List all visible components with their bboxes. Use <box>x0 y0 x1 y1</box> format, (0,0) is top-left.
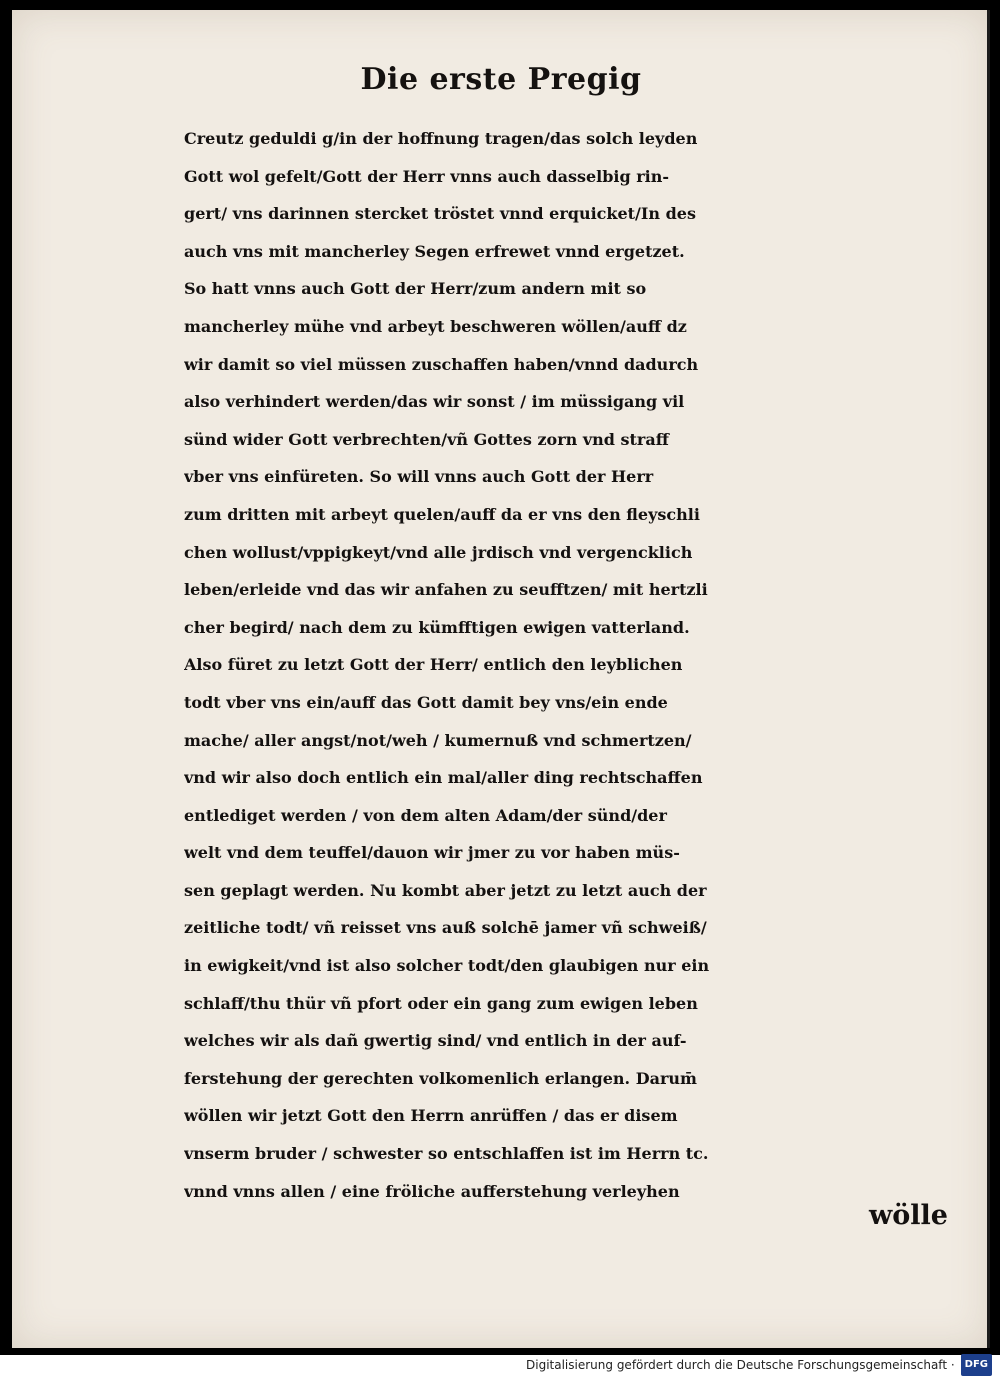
text-line: in ewigkeit/vnd ist also solcher todt/den glaubigen nur ein <box>184 956 710 976</box>
text-line: auch vns mit mancherley Segen erfrewet vnnd ergetzet. <box>184 241 685 261</box>
text-line: todt vber vns ein/auff das Gott damit bey vns/ein ende <box>184 692 668 712</box>
text-line: wir damit so viel müssen zuschaffen haben/vnnd dadurch <box>184 354 699 374</box>
text-line: welt vnd dem teuffel/dauon wir jmer zu vor haben müs- <box>184 843 680 863</box>
text-line: wöllen wir jetzt Gott den Herrn anrüffen / das er disem <box>184 1106 678 1126</box>
text-line: welches wir als dañ gwertig sind/ vnd entlich in der auf- <box>184 1031 687 1051</box>
text-line: mancherley mühe vnd arbeyt beschweren wöllen/auff dz <box>184 316 687 336</box>
text-line: mache/ aller angst/not/weh / kumernuß vnd schmertzen/ <box>184 730 692 750</box>
text-line: vnd wir also doch entlich ein mal/aller ding rechtschaffen <box>184 768 703 788</box>
credit-text: Digitalisierung gefördert durch die Deutsche Forschungsgemeinschaft · <box>526 1358 955 1372</box>
text-line: vnnd vnns allen / eine fröliche aufferstehung verleyhen <box>184 1181 680 1201</box>
text-line: zum dritten mit arbeyt quelen/auff da er vns den fleyschli <box>184 504 700 524</box>
text-line: zeitliche todt/ vñ reisset vns auß solchē jamer vñ schweiß/ <box>184 918 707 938</box>
dfg-logo: DFG <box>961 1354 992 1376</box>
page-header: Die erste Pregig <box>360 62 642 97</box>
book-page <box>12 10 990 1348</box>
text-line: ferstehung der gerechten volkomenlich erlangen. Darum̄ <box>184 1068 697 1088</box>
text-line: entlediget werden / von dem alten Adam/der sünd/der <box>184 805 667 825</box>
text-line: gert/ vns darinnen stercket tröstet vnnd erquicket/In des <box>184 204 696 224</box>
text-line: So hatt vnns auch Gott der Herr/zum andern mit so <box>184 279 647 299</box>
page-edge-line <box>987 10 990 1348</box>
text-line: Creutz geduldi g/in der hoffnung tragen/das solch leyden <box>184 129 698 148</box>
text-line: sünd wider Gott verbrechten/vñ Gottes zorn vnd straff <box>184 429 669 449</box>
text-line: Gott wol gefelt/Gott der Herr vnns auch dasselbig rin- <box>184 166 670 186</box>
body-text <box>184 120 984 1210</box>
digitization-credit <box>526 1355 992 1375</box>
text-line: chen wollust/vppigkeyt/vnd alle jrdisch vnd vergencklich <box>184 542 693 562</box>
catchword: wölle <box>869 1200 948 1231</box>
text-line: vber vns einfüreten. So will vnns auch Gott der Herr <box>184 467 654 487</box>
text-line: leben/erleide vnd das wir anfahen zu seufftzen/ mit hertzli <box>184 580 708 600</box>
text-line: vnserm bruder / schwester so entschlaffen ist im Herrn tc. <box>184 1144 709 1164</box>
text-line: schlaff/thu thür vñ pfort oder ein gang zum ewigen leben <box>184 993 698 1013</box>
text-line: cher begird/ nach dem zu kümfftigen ewigen vatterland. <box>184 617 690 637</box>
text-line: Also füret zu letzt Gott der Herr/ entlich den leyblichen <box>184 655 683 675</box>
text-line: sen geplagt werden. Nu kombt aber jetzt zu letzt auch der <box>184 880 707 900</box>
text-line: also verhindert werden/das wir sonst / im müssigang vil <box>184 392 685 412</box>
